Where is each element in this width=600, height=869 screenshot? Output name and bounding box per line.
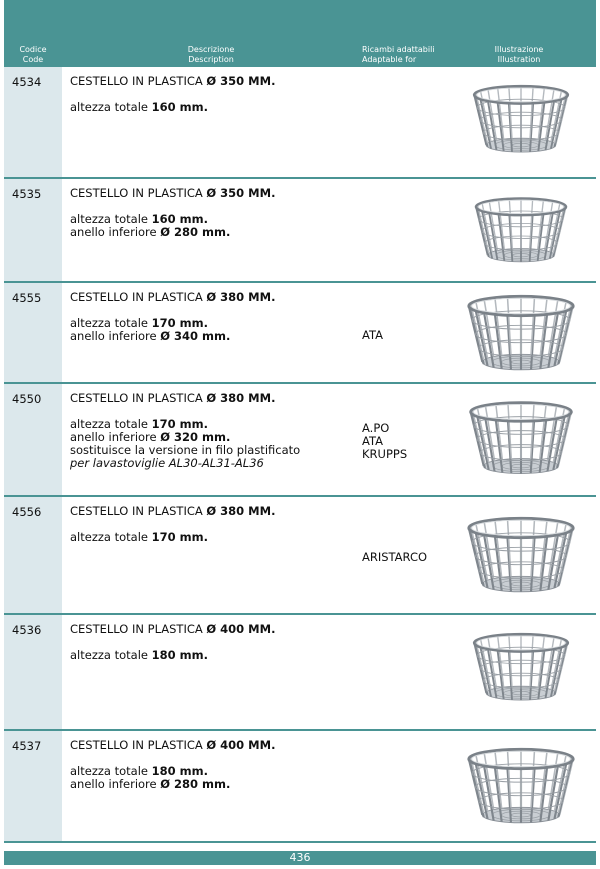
item-ring [70, 778, 360, 791]
item-height-label: altezza totale [70, 100, 148, 114]
adaptable-brand: ATA [362, 434, 383, 448]
basket-illustration [465, 394, 577, 484]
basket-illustration [469, 75, 573, 165]
item-title-size: Ø 380 MM. [206, 504, 276, 518]
item-height-label: altezza totale [70, 316, 148, 330]
item-description [70, 392, 360, 470]
header-desc-it: Descrizione [187, 45, 235, 54]
item-code: 4537 [4, 731, 62, 841]
item-note: sostituisce la versione in filo plastificato [70, 443, 301, 457]
table-row [4, 283, 596, 384]
item-title-prefix: CESTELLO IN PLASTICA [70, 622, 203, 636]
item-height-label: altezza totale [70, 417, 148, 431]
item-height [70, 649, 360, 662]
item-height-label: altezza totale [70, 648, 148, 662]
page-footer [4, 851, 596, 865]
item-title [70, 623, 360, 636]
item-description [70, 291, 360, 343]
item-description [70, 739, 360, 791]
item-height-label: altezza totale [70, 764, 148, 778]
header-adaptable [362, 45, 472, 65]
item-code: 4535 [4, 179, 62, 281]
table-header [4, 42, 596, 67]
item-title-size: Ø 400 MM. [206, 738, 276, 752]
item-title-prefix: CESTELLO IN PLASTICA [70, 186, 203, 200]
table-row [4, 384, 596, 497]
item-title-size: Ø 380 MM. [206, 391, 276, 405]
item-height-value: 160 mm. [151, 212, 208, 226]
item-ring [70, 226, 360, 239]
item-height-value: 180 mm. [151, 764, 208, 778]
item-description [70, 623, 360, 662]
item-height-label: altezza totale [70, 530, 148, 544]
item-ring-label: anello inferiore [70, 329, 157, 343]
adaptable-brand: KRUPPS [362, 447, 408, 461]
item-code: 4536 [4, 615, 62, 729]
item-title-size: Ø 400 MM. [206, 622, 276, 636]
item-adaptable [362, 551, 462, 564]
table-row [4, 179, 596, 283]
table-row [4, 67, 596, 179]
header-illustration [464, 45, 574, 65]
item-height-value: 180 mm. [151, 648, 208, 662]
item-description [70, 187, 360, 239]
item-ring-value: Ø 280 mm. [160, 777, 231, 791]
basket-illustration [471, 189, 571, 273]
item-note-italic: per lavastoviglie AL30-AL31-AL36 [70, 456, 264, 470]
item-ring-label: anello inferiore [70, 777, 157, 791]
basket-illustration [469, 623, 573, 713]
item-ring-label: anello inferiore [70, 225, 157, 239]
item-adaptable [362, 329, 462, 342]
adaptable-brand: A.PO [362, 421, 390, 435]
page-number: 436 [289, 851, 311, 864]
item-title-prefix: CESTELLO IN PLASTICA [70, 391, 203, 405]
header-illus-it: Illustrazione [494, 45, 544, 54]
item-title-size: Ø 350 MM. [206, 74, 276, 88]
basket-illustration [463, 289, 579, 379]
item-description [70, 75, 360, 114]
header-code-en: Code [22, 55, 44, 64]
header-description [66, 45, 356, 65]
table-row [4, 615, 596, 731]
header-code-it: Codice [19, 45, 47, 54]
item-title [70, 739, 360, 752]
item-title-prefix: CESTELLO IN PLASTICA [70, 74, 203, 88]
item-ring-value: Ø 320 mm. [160, 430, 231, 444]
item-code: 4550 [4, 384, 62, 495]
item-title-size: Ø 350 MM. [206, 186, 276, 200]
item-title [70, 187, 360, 200]
top-banner [4, 0, 596, 42]
item-title [70, 291, 360, 304]
item-ring [70, 330, 360, 343]
item-title [70, 75, 360, 88]
item-title-prefix: CESTELLO IN PLASTICA [70, 738, 203, 752]
item-height-label: altezza totale [70, 212, 148, 226]
item-ring-label: anello inferiore [70, 430, 157, 444]
item-title-prefix: CESTELLO IN PLASTICA [70, 504, 203, 518]
item-height-value: 160 mm. [151, 100, 208, 114]
item-title [70, 505, 360, 518]
item-height-value: 170 mm. [151, 417, 208, 431]
item-ring-value: Ø 280 mm. [160, 225, 231, 239]
item-adaptable [362, 422, 462, 461]
header-fit-en: Adaptable for [362, 55, 417, 64]
item-title [70, 392, 360, 405]
item-title-prefix: CESTELLO IN PLASTICA [70, 290, 203, 304]
item-code: 4556 [4, 497, 62, 613]
header-fit-it: Ricambi adattabili [362, 45, 435, 54]
item-height-value: 170 mm. [151, 316, 208, 330]
basket-illustration [463, 505, 579, 607]
item-ring-value: Ø 340 mm. [160, 329, 231, 343]
table-row [4, 497, 596, 615]
item-description [70, 505, 360, 544]
header-code [4, 45, 62, 65]
header-desc-en: Description [188, 55, 234, 64]
adaptable-brand: ARISTARCO [362, 550, 428, 564]
item-code: 4555 [4, 283, 62, 382]
item-code: 4534 [4, 67, 62, 177]
basket-illustration [463, 739, 579, 835]
item-height [70, 531, 360, 544]
adaptable-brand: ATA [362, 328, 383, 342]
item-height [70, 101, 360, 114]
table-row [4, 731, 596, 843]
item-title-size: Ø 380 MM. [206, 290, 276, 304]
header-illus-en: Illustration [497, 55, 541, 64]
item-height-value: 170 mm. [151, 530, 208, 544]
